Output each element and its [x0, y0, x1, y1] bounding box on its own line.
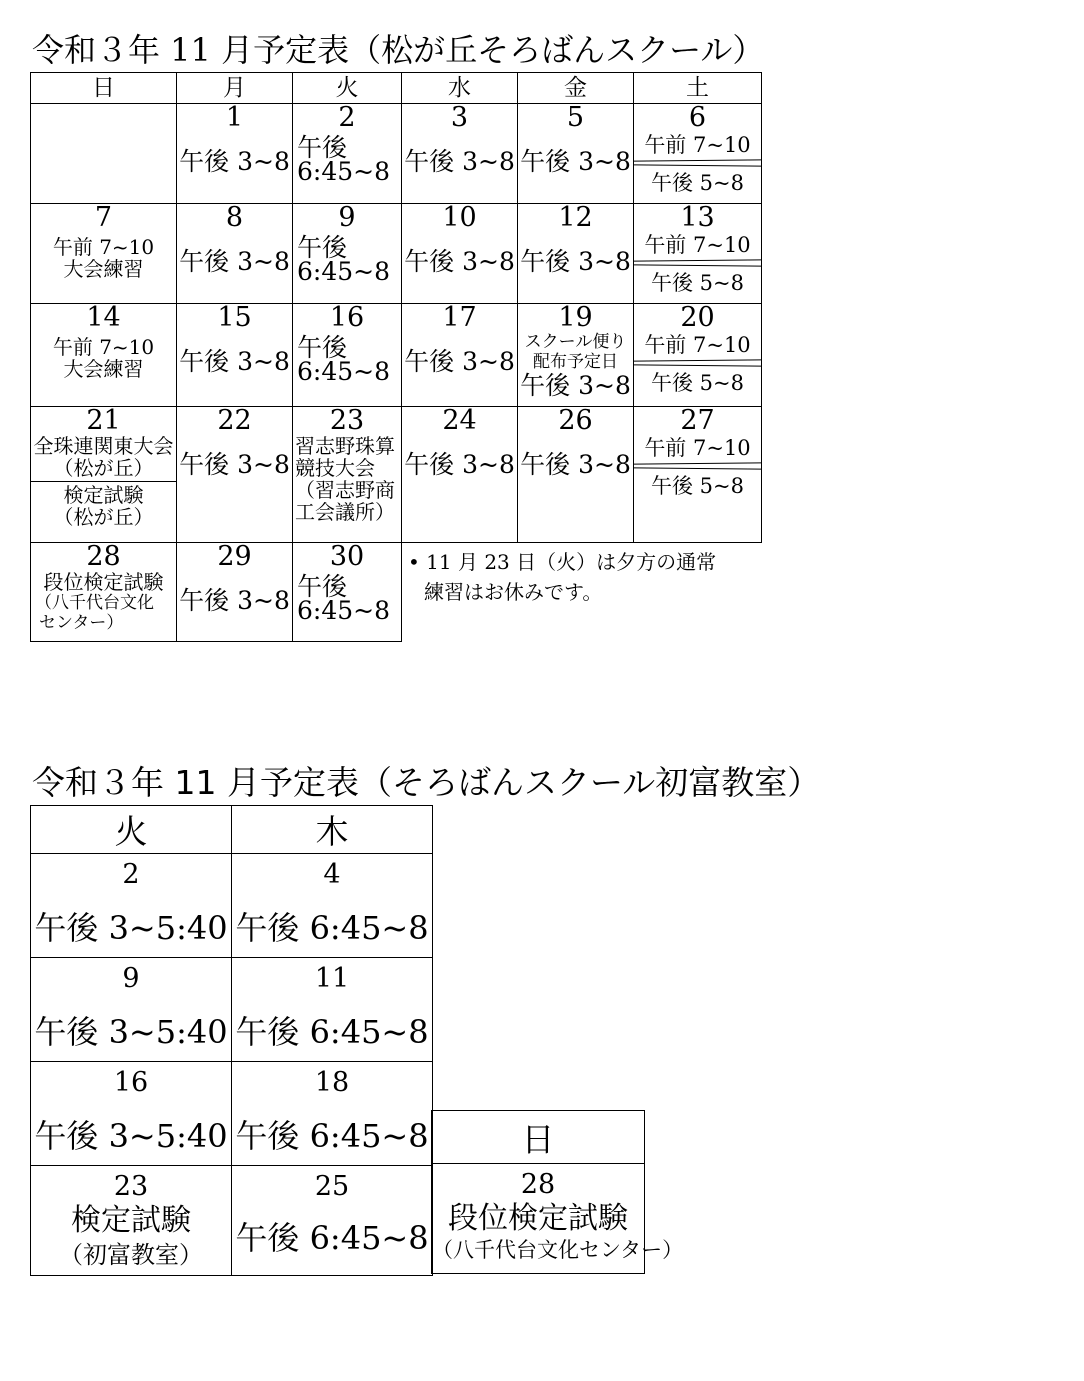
- session-label: 午後: [297, 333, 348, 362]
- day-cell: [31, 854, 232, 958]
- hatsutomi-calendar: [30, 805, 433, 1276]
- event-venue: （松が丘）: [53, 505, 154, 529]
- session-time: 午後 3~8: [179, 247, 290, 276]
- double-line-divider: [634, 461, 761, 473]
- double-line-divider: [634, 258, 761, 270]
- day-cell: [31, 1062, 232, 1166]
- day-number: 22: [217, 405, 252, 436]
- newsletter-note: 配布予定日: [533, 352, 618, 372]
- session-label: 午後: [297, 233, 348, 262]
- header-fri: 金: [518, 73, 634, 104]
- morning-session: 午前 7~10: [644, 333, 751, 357]
- event-venue: （松が丘）: [53, 456, 154, 480]
- day-number: 13: [680, 202, 715, 233]
- day-number: 18: [314, 1067, 350, 1098]
- day-number: 26: [558, 405, 593, 436]
- day-cell-saturday: [634, 304, 762, 407]
- day-number: 17: [442, 302, 477, 333]
- day-number: 7: [94, 202, 113, 233]
- event-name: 検定試験: [63, 483, 144, 507]
- week-row: [31, 1062, 433, 1166]
- day-cell: [518, 304, 634, 407]
- day-number: 6: [688, 102, 707, 133]
- session-time: 午後 3~8: [520, 450, 631, 479]
- morning-session: 午前 7~10: [644, 436, 751, 460]
- session-time: 午後 3~8: [404, 147, 515, 176]
- note-line: 11 月 23 日（火）は夕方の通常: [426, 550, 717, 574]
- day-cell: [293, 104, 402, 204]
- day-number: 9: [338, 202, 356, 233]
- session-time: 午後 3~5:40: [34, 909, 228, 947]
- day-number: 16: [113, 1067, 149, 1098]
- session-time: 午後 3~8: [404, 247, 515, 276]
- week-row: [31, 304, 762, 407]
- day-cell: [402, 304, 518, 407]
- session-time: [293, 132, 401, 184]
- session-hours: 6:45~8: [297, 357, 390, 386]
- day-cell: [31, 958, 232, 1062]
- session-note: [518, 332, 633, 400]
- day-number: 24: [442, 405, 477, 436]
- day-number: 3: [450, 102, 469, 133]
- week-row: [31, 104, 762, 204]
- event-name: 検定試験: [71, 1203, 191, 1238]
- double-line-divider: [634, 158, 761, 170]
- header-thu: 木: [232, 806, 433, 854]
- session-label: 午後: [297, 133, 348, 162]
- session-time: [293, 571, 401, 623]
- day-cell-saturday: [634, 407, 762, 543]
- week-row: [31, 407, 762, 543]
- day-cell: [177, 304, 293, 407]
- week-row: [31, 854, 433, 958]
- event-venue: センター）: [39, 613, 124, 633]
- day-number: 12: [558, 202, 593, 233]
- weekday-header-row: [432, 1111, 645, 1164]
- day-cell: [177, 204, 293, 304]
- day-number: 2: [338, 102, 356, 133]
- holiday-note: [408, 547, 716, 607]
- bullet: •: [408, 550, 420, 574]
- day-number: 16: [329, 302, 365, 333]
- day-cell: [232, 1166, 433, 1276]
- schedule-title-matsugaoka: 令和３年 11 月予定表（松が丘そろばんスクール）: [32, 31, 765, 69]
- note-line: 練習はお休みです。: [424, 580, 603, 604]
- day-number: 23: [113, 1171, 149, 1202]
- session-note: [31, 332, 176, 380]
- week-row: [31, 1166, 433, 1276]
- session-time: 午後 3~8: [404, 450, 515, 479]
- day-number: 29: [217, 541, 252, 572]
- newsletter-note: スクール便り: [524, 332, 627, 352]
- evening-session: 午後 5~8: [651, 171, 744, 195]
- day-cell: [518, 407, 634, 543]
- day-cell: [31, 407, 177, 543]
- session-time: 午後 3~5:40: [34, 1117, 228, 1155]
- morning-session: 午前 7~10: [644, 133, 751, 157]
- event-venue: 工会議所）: [295, 500, 395, 524]
- hatsutomi-sunday: [431, 1110, 684, 1274]
- day-cell: [293, 407, 402, 543]
- event-venue: （八千代台文化センター）: [432, 1238, 684, 1262]
- session-time: 午後 6:45~8: [235, 1117, 429, 1155]
- double-line-divider: [634, 358, 761, 370]
- session-time: 午後 3~8: [404, 347, 515, 376]
- day-cell: [232, 1062, 433, 1166]
- day-cell: [293, 304, 402, 407]
- event-venue: （八千代台文化: [35, 593, 154, 613]
- session-time: 午後 3~8: [179, 450, 290, 479]
- event-venue: （習志野商: [295, 478, 395, 502]
- week-row: [31, 204, 762, 304]
- weekday-header-row: [31, 806, 433, 854]
- day-number: 5: [566, 102, 585, 133]
- day-number: 15: [217, 302, 252, 333]
- day-cell: [177, 407, 293, 543]
- session-time: 午後 6:45~8: [235, 1219, 429, 1257]
- day-number: 14: [86, 302, 121, 333]
- day-cell: [31, 204, 177, 304]
- day-cell: [432, 1164, 684, 1274]
- day-number: 28: [86, 541, 121, 572]
- day-number: 4: [323, 859, 341, 890]
- session-time: 午後 3~5:40: [34, 1013, 228, 1051]
- event-name: 段位検定試験: [43, 570, 164, 594]
- day-cell: [293, 204, 402, 304]
- session-note: [31, 232, 176, 280]
- day-cell-saturday: [634, 204, 762, 304]
- event-note: [293, 435, 401, 523]
- morning-session: 午前 7~10: [644, 233, 751, 257]
- evening-session: 午後 5~8: [651, 271, 744, 295]
- session-time: [293, 332, 401, 384]
- day-number: 9: [122, 963, 140, 994]
- day-cell: [177, 104, 293, 204]
- session-time: 午後 3~8: [179, 347, 290, 376]
- week-row: [31, 958, 433, 1062]
- day-number: 20: [680, 302, 715, 333]
- header-sat: 土: [634, 73, 762, 104]
- day-number: 19: [558, 302, 593, 333]
- day-cell: [232, 958, 433, 1062]
- day-cell: [31, 543, 177, 642]
- day-cell-empty: [31, 104, 177, 204]
- day-number: 30: [329, 541, 365, 572]
- day-cell: [518, 104, 634, 204]
- session-time: 午後 6:45~8: [235, 1013, 429, 1051]
- session-time: 午後 6:45~8: [235, 909, 429, 947]
- day-number: 10: [442, 202, 477, 233]
- session-time: 午後 3~8: [179, 586, 290, 615]
- session-time: 午後 3~8: [520, 247, 631, 276]
- day-cell: [232, 854, 433, 958]
- session-time: [293, 232, 401, 284]
- session-purpose: 大会練習: [63, 257, 144, 281]
- header-mon: 月: [177, 73, 293, 104]
- event-venue: （初富教室）: [59, 1241, 203, 1269]
- header-tue: 火: [31, 806, 232, 854]
- header-sun: 日: [432, 1111, 645, 1164]
- header-tue: 火: [293, 73, 402, 104]
- day-number: 8: [225, 202, 244, 233]
- event-name: 段位検定試験: [448, 1201, 628, 1236]
- day-cell: [402, 204, 518, 304]
- cell-divider: [31, 481, 176, 482]
- day-cell: [31, 1166, 232, 1276]
- day-number: 11: [314, 963, 350, 994]
- day-cell: [402, 104, 518, 204]
- session-time: 午後 3~8: [520, 147, 631, 176]
- event-name: 全珠連関東大会: [33, 434, 174, 458]
- session-time: 午前 7~10: [52, 235, 155, 259]
- day-number: 21: [86, 405, 121, 436]
- event-name: 競技大会: [295, 456, 375, 480]
- day-number: 28: [520, 1169, 556, 1200]
- session-hours: 6:45~8: [297, 157, 390, 186]
- session-label: 午後: [297, 572, 348, 601]
- session-time: 午前 7~10: [52, 335, 155, 359]
- day-cell: [518, 204, 634, 304]
- event-name: 習志野珠算: [295, 434, 395, 458]
- evening-session: 午後 5~8: [651, 371, 744, 395]
- day-cell-saturday: [634, 104, 762, 204]
- session-time: 午後 3~8: [179, 147, 290, 176]
- day-cell: [402, 407, 518, 543]
- day-number: 27: [680, 405, 715, 436]
- day-number: 25: [314, 1171, 350, 1202]
- day-number: 2: [122, 859, 140, 890]
- weekday-header-row: [31, 73, 762, 104]
- header-sun: 日: [31, 73, 177, 104]
- evening-session: 午後 5~8: [651, 474, 744, 498]
- session-time: 午後 3~8: [520, 371, 631, 400]
- day-number: 23: [329, 405, 365, 436]
- session-hours: 6:45~8: [297, 257, 390, 286]
- session-hours: 6:45~8: [297, 596, 390, 625]
- day-cell: [177, 543, 293, 642]
- day-cell: [31, 304, 177, 407]
- header-wed: 水: [402, 73, 518, 104]
- day-cell: [293, 543, 402, 642]
- week-row: [432, 1164, 645, 1274]
- day-number: 1: [225, 102, 244, 133]
- schedule-title-hatsutomi: 令和３年 11 月予定表（そろばんスクール初富教室）: [32, 763, 821, 802]
- session-purpose: 大会練習: [63, 357, 144, 381]
